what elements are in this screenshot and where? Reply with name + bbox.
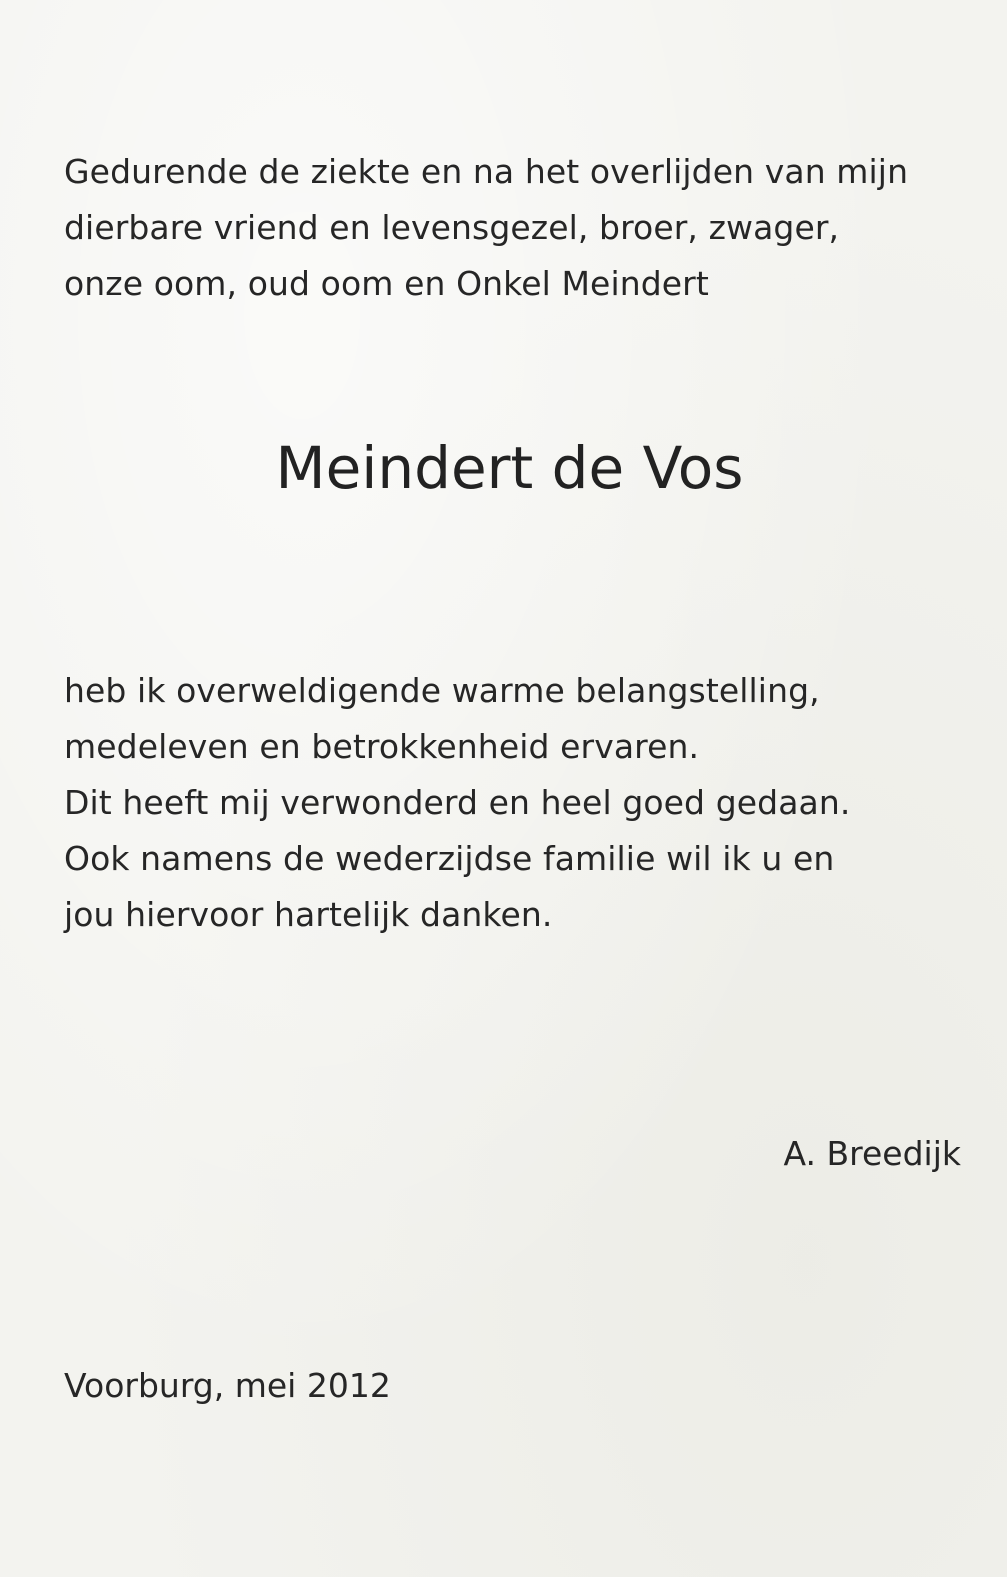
intro-line: dierbare vriend en levensgezel, broer, zwager, [64,208,840,247]
signature: A. Breedijk [783,1134,961,1173]
thanks-line: jou hiervoor hartelijk danken. [64,895,553,934]
thanks-line: Dit heeft mij verwonderd en heel goed gedaan. [64,783,851,822]
intro-line: onze oom, oud oom en Onkel Meindert [64,264,709,303]
deceased-name-text: Meindert de Vos [275,434,744,502]
thanks-line: medeleven en betrokkenheid ervaren. [64,727,700,766]
intro-line: Gedurende de ziekte en na het overlijden van mijn [64,152,909,191]
thanks-paragraph [64,663,850,943]
thanks-line: Ook namens de wederzijdse familie wil ik u en [64,839,835,878]
deceased-name [0,428,1007,508]
thanks-line: heb ik overweldigende warme belangstelling, [64,671,820,710]
place-date: Voorburg, mei 2012 [64,1366,391,1405]
intro-paragraph [64,144,908,312]
